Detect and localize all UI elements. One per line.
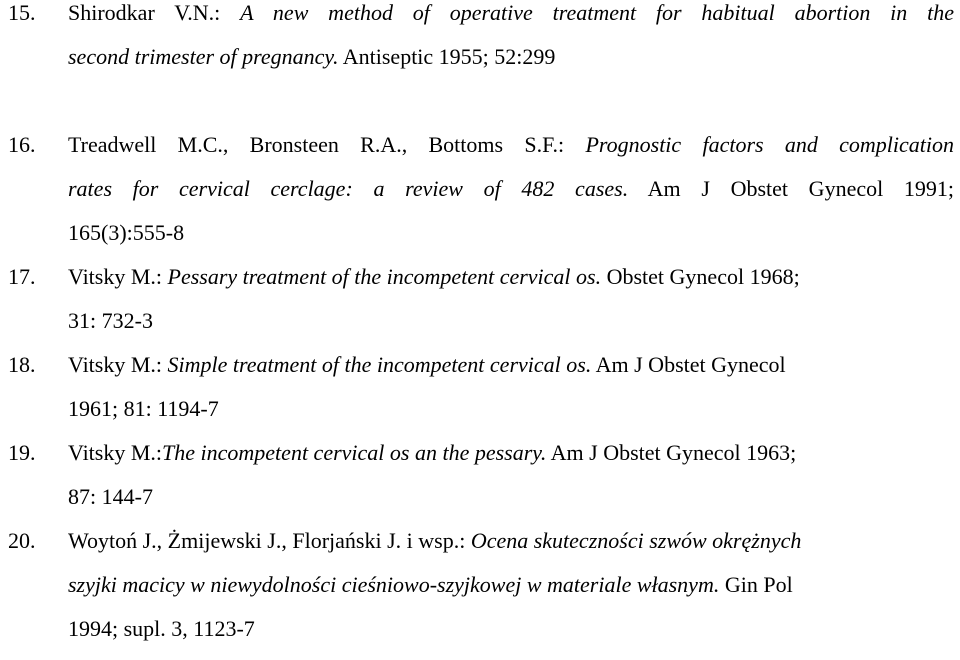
- reference-title: rates for cervical cerclage: a review of 482 cases.: [68, 176, 629, 201]
- reference-line: [68, 440, 954, 484]
- reference-line: [68, 616, 954, 660]
- reference-line: [68, 44, 954, 88]
- reference-source: Obstet Gynecol 1968;: [601, 264, 800, 289]
- reference-title: szyjki macicy w niewydolności cieśniowo-szyjkowej w materiale własnym.: [68, 572, 720, 597]
- reference-source: Am J Obstet Gynecol: [591, 352, 786, 377]
- reference-line: [68, 572, 954, 616]
- reference-authors: Treadwell M.C., Bronsteen R.A., Bottoms S.F.:: [68, 132, 586, 157]
- reference-line: [68, 308, 954, 352]
- reference-source: 1961; 81: 1194-7: [68, 396, 219, 421]
- reference-authors: Vitsky M.:: [68, 440, 163, 465]
- reference-line: [68, 396, 954, 440]
- reference-number: 17.: [8, 264, 36, 289]
- reference-line: [68, 352, 954, 396]
- reference-source: 87: 144-7: [68, 484, 153, 509]
- reference-line: [68, 264, 954, 308]
- reference-number: 18.: [8, 352, 36, 377]
- reference-source: Am J Obstet Gynecol 1963;: [546, 440, 797, 465]
- reference-title: Simple treatment of the incompetent cervical os.: [167, 352, 592, 377]
- reference-number: 19.: [8, 440, 36, 465]
- reference-authors: Shirodkar V.N.:: [68, 0, 241, 25]
- reference-body: [68, 440, 954, 528]
- reference-title: Prognostic factors and complication: [585, 132, 954, 157]
- reference-source: 1994; supl. 3, 1123-7: [68, 616, 255, 641]
- reference-body: [68, 528, 954, 660]
- reference-title: The incompetent cervical os an the pessary.: [162, 440, 547, 465]
- reference-line: [68, 176, 954, 220]
- reference-title: Ocena skuteczności szwów okrężnych: [470, 528, 802, 553]
- reference-source: 31: 732-3: [68, 308, 153, 333]
- reference-number: 20.: [8, 528, 36, 553]
- reference-body: [68, 132, 954, 264]
- reference-number: 16.: [8, 132, 36, 157]
- reference-authors: Vitsky M.:: [68, 264, 168, 289]
- reference-line: [68, 528, 954, 572]
- reference-source: 165(3):555-8: [68, 220, 185, 245]
- reference-authors: Woytoń J., Żmijewski J., Florjański J. i wsp.:: [68, 528, 471, 553]
- reference-source: Am J Obstet Gynecol 1991;: [628, 176, 954, 201]
- reference-line: [68, 132, 954, 176]
- reference-source: Antiseptic 1955; 52:299: [338, 44, 556, 69]
- reference-line: [68, 0, 954, 44]
- reference-body: [68, 0, 954, 88]
- reference-title: second trimester of pregnancy.: [68, 44, 339, 69]
- reference-source: Gin Pol: [719, 572, 793, 597]
- reference-line: [68, 484, 954, 528]
- reference-title: A new method of operative treatment for habitual abortion in the: [240, 0, 954, 25]
- reference-body: [68, 352, 954, 440]
- reference-line: [68, 220, 954, 264]
- reference-number: 15.: [8, 0, 36, 25]
- reference-body: [68, 264, 954, 352]
- reference-title: Pessary treatment of the incompetent cervical os.: [167, 264, 602, 289]
- reference-authors: Vitsky M.:: [68, 352, 168, 377]
